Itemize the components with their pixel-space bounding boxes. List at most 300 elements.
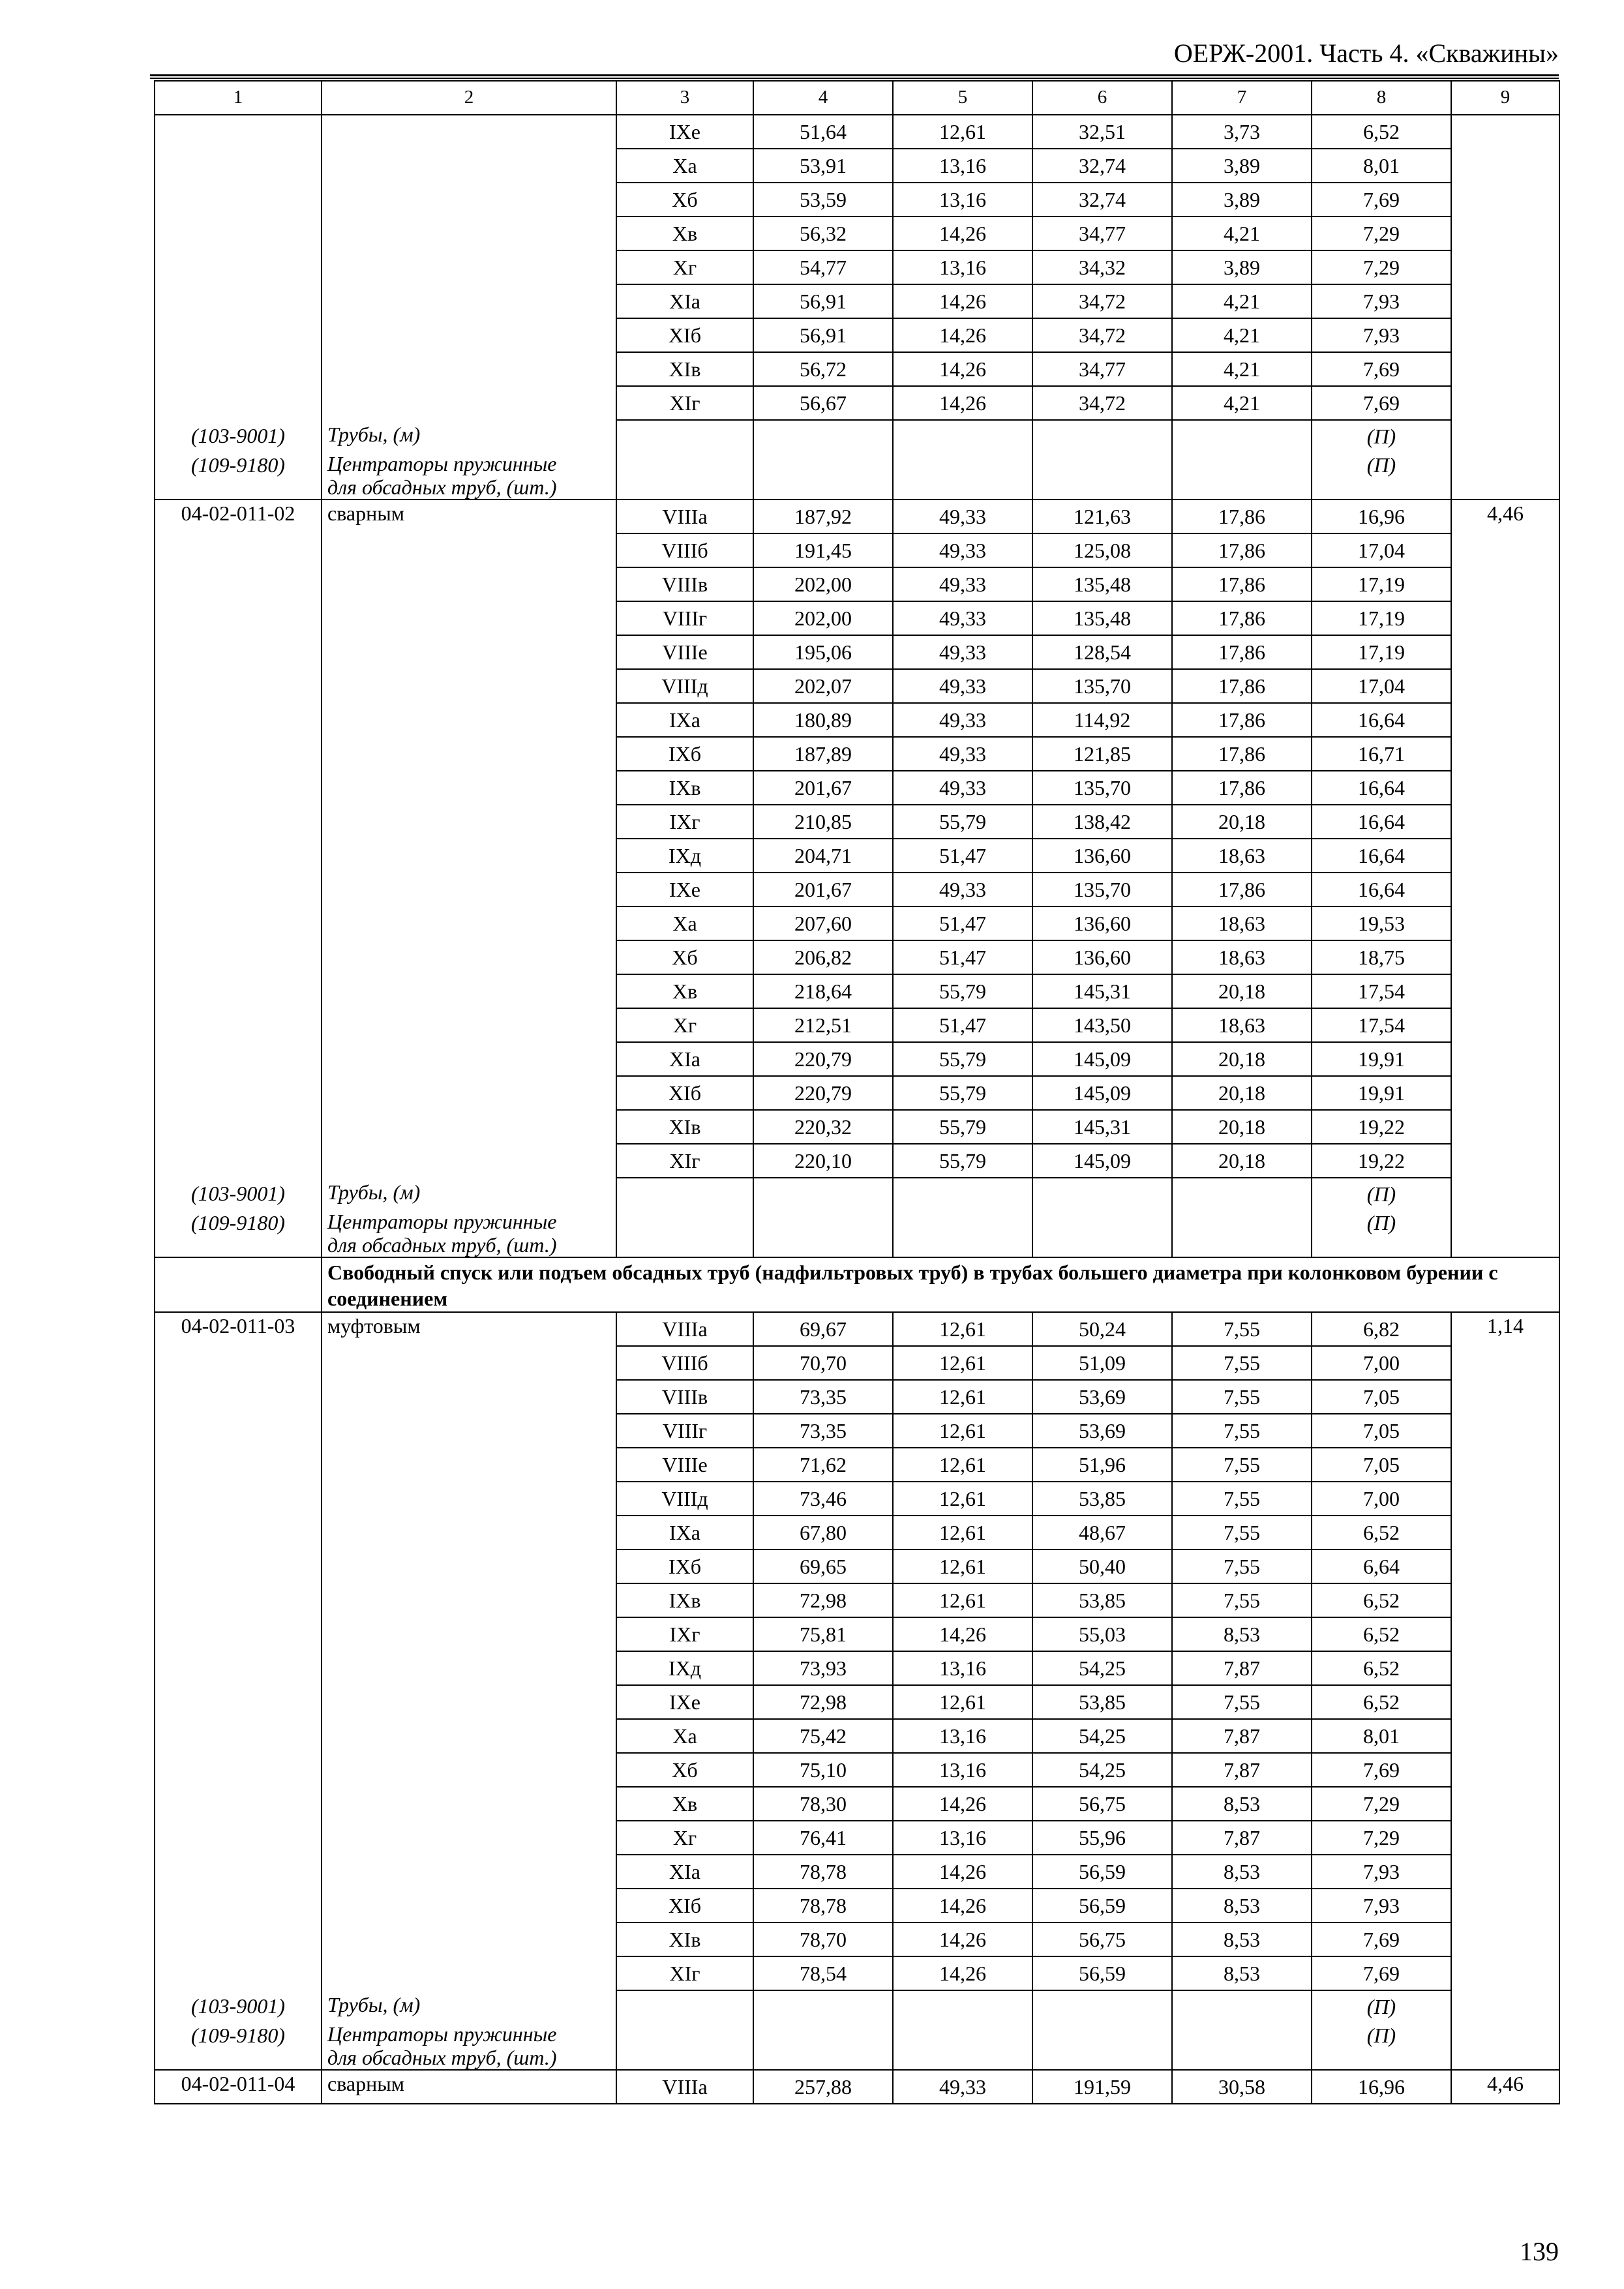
value-cell: 136,60: [1032, 839, 1172, 873]
material-value: (П): [1312, 1178, 1451, 1207]
value-cell: 53,85: [1032, 1583, 1172, 1617]
value-cell: 18,63: [1172, 1008, 1312, 1042]
value-cell: 13,16: [893, 1719, 1032, 1753]
value-cell: 7,00: [1312, 1482, 1451, 1516]
value-cell: 17,86: [1172, 601, 1312, 635]
soil-group: Xa: [616, 149, 753, 183]
value-cell: 220,10: [753, 1144, 893, 1178]
value-cell: 7,93: [1312, 1855, 1451, 1889]
value-cell: 49,33: [893, 737, 1032, 771]
value-cell: 128,54: [1032, 635, 1172, 669]
value-cell: 53,85: [1032, 1482, 1172, 1516]
value-cell: 69,67: [753, 1312, 893, 1346]
value-cell: 34,32: [1032, 250, 1172, 284]
soil-group: Xг: [616, 1821, 753, 1855]
value-cell: 180,89: [753, 703, 893, 737]
value-cell: 8,53: [1172, 1889, 1312, 1922]
value-cell: 51,64: [753, 115, 893, 149]
soil-group: IXв: [616, 771, 753, 805]
soil-group: IXe: [616, 115, 753, 149]
empty-cell: [1172, 449, 1312, 500]
norm-name: муфтовым: [322, 1312, 616, 1990]
value-cell: 16,64: [1312, 771, 1451, 805]
value-cell: 73,35: [753, 1414, 893, 1448]
column-number: 8: [1312, 81, 1451, 115]
value-cell: 20,18: [1172, 805, 1312, 839]
value-cell: 55,03: [1032, 1617, 1172, 1651]
material-name-text: Трубы, (м): [327, 1180, 421, 1204]
value-cell: 73,93: [753, 1651, 893, 1685]
value-cell: 17,86: [1172, 533, 1312, 567]
soil-group: Xб: [616, 1753, 753, 1787]
material-row: [155, 420, 1559, 449]
value-cell: 3,89: [1172, 183, 1312, 217]
value-cell: 20,18: [1172, 1076, 1312, 1110]
value-cell: 53,69: [1032, 1414, 1172, 1448]
value-cell: 202,00: [753, 567, 893, 601]
column-number: 7: [1172, 81, 1312, 115]
value-cell: 7,69: [1312, 1922, 1451, 1956]
value-cell: 145,31: [1032, 974, 1172, 1008]
value-cell: 17,86: [1172, 669, 1312, 703]
value-cell: 49,33: [893, 567, 1032, 601]
material-name-line: для обсадных труб, (шт.): [327, 2046, 557, 2069]
value-cell: 13,16: [893, 149, 1032, 183]
soil-group: XIг: [616, 386, 753, 420]
value-cell: 125,08: [1032, 533, 1172, 567]
value-cell: 4,21: [1172, 352, 1312, 386]
value-cell: 7,93: [1312, 1889, 1451, 1922]
soil-group: IXг: [616, 1617, 753, 1651]
empty-cell: [616, 1207, 753, 1257]
soil-group: VIIIa: [616, 1312, 753, 1346]
value-cell: 19,53: [1312, 906, 1451, 940]
empty-cell: [1172, 2020, 1312, 2070]
value-cell: 16,64: [1312, 703, 1451, 737]
material-value: (П): [1312, 1207, 1451, 1257]
material-name-line: Центраторы пружинные: [327, 452, 557, 475]
value-cell: 7,69: [1312, 386, 1451, 420]
value-cell: 6,82: [1312, 1312, 1451, 1346]
value-cell: 56,59: [1032, 1855, 1172, 1889]
norm-code: 04-02-011-03: [155, 1312, 322, 1990]
material-row: [155, 1207, 1559, 1257]
soil-group: VIIIв: [616, 567, 753, 601]
empty-cell: [1172, 1990, 1312, 2020]
value-cell: 7,55: [1172, 1448, 1312, 1482]
value-cell: 14,26: [893, 1855, 1032, 1889]
value-cell: 17,19: [1312, 635, 1451, 669]
value-cell: 7,69: [1312, 1753, 1451, 1787]
soil-group: Xa: [616, 906, 753, 940]
value-cell: 34,72: [1032, 386, 1172, 420]
value-cell: 7,00: [1312, 1346, 1451, 1380]
column-number-row: [155, 81, 1559, 115]
value-cell: 7,29: [1312, 1787, 1451, 1821]
material-row: [155, 1990, 1559, 2020]
value-cell: 55,96: [1032, 1821, 1172, 1855]
value-cell: 53,69: [1032, 1380, 1172, 1414]
value-cell: 6,52: [1312, 1617, 1451, 1651]
value-cell: 54,77: [753, 250, 893, 284]
soil-group: VIIIг: [616, 1414, 753, 1448]
value-cell: 17,19: [1312, 601, 1451, 635]
value-cell: 55,79: [893, 1042, 1032, 1076]
value-cell: 12,61: [893, 1583, 1032, 1617]
soil-group: XIa: [616, 284, 753, 318]
value-cell: 3,73: [1172, 115, 1312, 149]
column-number: 9: [1451, 81, 1559, 115]
empty-cell: [893, 2020, 1032, 2070]
soil-group: XIa: [616, 1855, 753, 1889]
value-cell: 210,85: [753, 805, 893, 839]
value-cell: 6,52: [1312, 1651, 1451, 1685]
value-cell: 14,26: [893, 1787, 1032, 1821]
section-title-row: [155, 1257, 1559, 1312]
material-value: (П): [1312, 449, 1451, 500]
empty-cell: [753, 1207, 893, 1257]
value-cell: 135,70: [1032, 873, 1172, 906]
material-row: [155, 449, 1559, 500]
value-cell: 51,09: [1032, 1346, 1172, 1380]
value-cell: 12,61: [893, 1414, 1032, 1448]
value-cell: 8,53: [1172, 1617, 1312, 1651]
value-cell: 18,63: [1172, 839, 1312, 873]
value-cell: 20,18: [1172, 1110, 1312, 1144]
value-cell: 12,61: [893, 1380, 1032, 1414]
empty-cell: [1032, 1207, 1172, 1257]
material-name: [322, 420, 616, 449]
value-cell: 49,33: [893, 601, 1032, 635]
soil-group: Xa: [616, 1719, 753, 1753]
value-cell: 49,33: [893, 771, 1032, 805]
value-cell: 16,64: [1312, 839, 1451, 873]
value-cell: 17,86: [1172, 567, 1312, 601]
soil-group: IXг: [616, 805, 753, 839]
value-cell: 6,64: [1312, 1549, 1451, 1583]
value-cell: 6,52: [1312, 1516, 1451, 1549]
value-cell: 78,78: [753, 1889, 893, 1922]
value-cell: 4,21: [1172, 386, 1312, 420]
column-number: 4: [753, 81, 893, 115]
value-cell: 56,91: [753, 318, 893, 352]
value-cell: 8,01: [1312, 1719, 1451, 1753]
value-cell: 12,61: [893, 1312, 1032, 1346]
soil-group: IXa: [616, 703, 753, 737]
value-cell: 18,75: [1312, 940, 1451, 974]
value-cell: 7,55: [1172, 1549, 1312, 1583]
value-cell: 7,93: [1312, 318, 1451, 352]
value-cell: 4,21: [1172, 217, 1312, 250]
value-cell: 54,25: [1032, 1651, 1172, 1685]
value-cell: 17,86: [1172, 500, 1312, 533]
value-cell: 7,05: [1312, 1448, 1451, 1482]
value-cell: 56,91: [753, 284, 893, 318]
value-cell: 257,88: [753, 2070, 893, 2104]
value-cell: 201,67: [753, 873, 893, 906]
norm-name: сварным: [322, 500, 616, 1178]
value-cell: 73,35: [753, 1380, 893, 1414]
value-cell: 16,96: [1312, 500, 1451, 533]
value-cell: 12,61: [893, 1516, 1032, 1549]
value-cell: 7,69: [1312, 1956, 1451, 1990]
header-rule-thin: [150, 78, 1559, 79]
value-cell: 30,58: [1172, 2070, 1312, 2104]
value-cell: 49,33: [893, 703, 1032, 737]
value-cell: 72,98: [753, 1685, 893, 1719]
value-cell: 195,06: [753, 635, 893, 669]
value-cell: 187,92: [753, 500, 893, 533]
value-cell: 8,53: [1172, 1787, 1312, 1821]
value-cell: 69,65: [753, 1549, 893, 1583]
soil-group: IXe: [616, 873, 753, 906]
material-row: [155, 2020, 1559, 2070]
value-cell: 17,04: [1312, 533, 1451, 567]
empty-cell: [753, 1990, 893, 2020]
material-name-line: Центраторы пружинные: [327, 1210, 557, 1233]
value-cell: 13,16: [893, 250, 1032, 284]
value-cell: 13,16: [893, 1651, 1032, 1685]
material-name-line: Центраторы пружинные: [327, 2022, 557, 2046]
col9-value: 4,46: [1451, 500, 1559, 1257]
soil-group: XIa: [616, 1042, 753, 1076]
value-cell: 220,79: [753, 1042, 893, 1076]
soil-group: VIIIд: [616, 1482, 753, 1516]
soil-group: IXб: [616, 737, 753, 771]
value-cell: 34,72: [1032, 284, 1172, 318]
value-cell: 49,33: [893, 533, 1032, 567]
table-row: [155, 115, 1559, 149]
value-cell: 17,54: [1312, 974, 1451, 1008]
value-cell: 136,60: [1032, 940, 1172, 974]
soil-group: IXд: [616, 839, 753, 873]
value-cell: 7,55: [1172, 1685, 1312, 1719]
column-number: 2: [322, 81, 616, 115]
value-cell: 8,01: [1312, 149, 1451, 183]
material-name: [322, 449, 616, 500]
soil-group: XIб: [616, 1076, 753, 1110]
empty-cell: [1172, 420, 1312, 449]
value-cell: 17,54: [1312, 1008, 1451, 1042]
column-number: 6: [1032, 81, 1172, 115]
value-cell: 14,26: [893, 284, 1032, 318]
value-cell: 7,55: [1172, 1380, 1312, 1414]
material-code: (103-9001): [155, 420, 322, 449]
soil-group: Xв: [616, 1787, 753, 1821]
value-cell: 12,61: [893, 1549, 1032, 1583]
value-cell: 7,05: [1312, 1414, 1451, 1448]
value-cell: 12,61: [893, 1448, 1032, 1482]
value-cell: 56,59: [1032, 1889, 1172, 1922]
material-code: (103-9001): [155, 1178, 322, 1207]
value-cell: 121,63: [1032, 500, 1172, 533]
norm-name: [322, 115, 616, 420]
soil-group: Xг: [616, 250, 753, 284]
soil-group: VIIIe: [616, 1448, 753, 1482]
value-cell: 56,67: [753, 386, 893, 420]
empty-cell: [753, 2020, 893, 2070]
value-cell: 51,47: [893, 940, 1032, 974]
value-cell: 76,41: [753, 1821, 893, 1855]
value-cell: 34,77: [1032, 352, 1172, 386]
value-cell: 7,55: [1172, 1583, 1312, 1617]
norm-name: сварным: [322, 2070, 616, 2104]
value-cell: 145,09: [1032, 1076, 1172, 1110]
value-cell: 32,74: [1032, 149, 1172, 183]
soil-group: VIIIд: [616, 669, 753, 703]
value-cell: 56,75: [1032, 1922, 1172, 1956]
empty-cell: [1032, 420, 1172, 449]
soil-group: IXe: [616, 1685, 753, 1719]
value-cell: 6,52: [1312, 1583, 1451, 1617]
value-cell: 49,33: [893, 500, 1032, 533]
soil-group: Xв: [616, 974, 753, 1008]
value-cell: 16,71: [1312, 737, 1451, 771]
soil-group: Xв: [616, 217, 753, 250]
value-cell: 20,18: [1172, 974, 1312, 1008]
value-cell: 78,30: [753, 1787, 893, 1821]
norm-code: 04-02-011-02: [155, 500, 322, 1178]
value-cell: 145,31: [1032, 1110, 1172, 1144]
norms-table: [154, 80, 1560, 2104]
value-cell: 191,59: [1032, 2070, 1172, 2104]
soil-group: XIв: [616, 1922, 753, 1956]
value-cell: 56,72: [753, 352, 893, 386]
value-cell: 14,26: [893, 1617, 1032, 1651]
value-cell: 70,70: [753, 1346, 893, 1380]
value-cell: 49,33: [893, 873, 1032, 906]
empty-cell: [753, 1178, 893, 1207]
value-cell: 204,71: [753, 839, 893, 873]
empty-cell: [616, 420, 753, 449]
value-cell: 72,98: [753, 1583, 893, 1617]
value-cell: 67,80: [753, 1516, 893, 1549]
value-cell: 12,61: [893, 115, 1032, 149]
value-cell: 16,96: [1312, 2070, 1451, 2104]
empty-cell: [1032, 1990, 1172, 2020]
material-code: (109-9180): [155, 2020, 322, 2070]
empty-cell: [1172, 1178, 1312, 1207]
value-cell: 32,74: [1032, 183, 1172, 217]
value-cell: 14,26: [893, 352, 1032, 386]
value-cell: 202,00: [753, 601, 893, 635]
norm-code: [155, 115, 322, 420]
value-cell: 212,51: [753, 1008, 893, 1042]
value-cell: 135,70: [1032, 771, 1172, 805]
material-name: [322, 1990, 616, 2020]
value-cell: 114,92: [1032, 703, 1172, 737]
value-cell: 34,77: [1032, 217, 1172, 250]
value-cell: 220,79: [753, 1076, 893, 1110]
value-cell: 53,85: [1032, 1685, 1172, 1719]
soil-group: VIIIб: [616, 533, 753, 567]
value-cell: 138,42: [1032, 805, 1172, 839]
value-cell: 78,78: [753, 1855, 893, 1889]
value-cell: 55,79: [893, 1076, 1032, 1110]
value-cell: 78,54: [753, 1956, 893, 1990]
empty-cell: [616, 1178, 753, 1207]
value-cell: 143,50: [1032, 1008, 1172, 1042]
value-cell: 12,61: [893, 1685, 1032, 1719]
value-cell: 7,29: [1312, 250, 1451, 284]
value-cell: 206,82: [753, 940, 893, 974]
value-cell: 48,67: [1032, 1516, 1172, 1549]
value-cell: 19,22: [1312, 1110, 1451, 1144]
col9-value: [1451, 115, 1559, 500]
value-cell: 55,79: [893, 805, 1032, 839]
value-cell: 7,69: [1312, 352, 1451, 386]
value-cell: 14,26: [893, 386, 1032, 420]
material-name-line: для обсадных труб, (шт.): [327, 475, 557, 499]
value-cell: 19,91: [1312, 1042, 1451, 1076]
value-cell: 14,26: [893, 1956, 1032, 1990]
value-cell: 14,26: [893, 1922, 1032, 1956]
column-number: 1: [155, 81, 322, 115]
value-cell: 20,18: [1172, 1042, 1312, 1076]
empty-cell: [753, 420, 893, 449]
material-name: [322, 2020, 616, 2070]
value-cell: 7,69: [1312, 183, 1451, 217]
soil-group: XIв: [616, 352, 753, 386]
value-cell: 13,16: [893, 1753, 1032, 1787]
value-cell: 51,96: [1032, 1448, 1172, 1482]
value-cell: 20,18: [1172, 1144, 1312, 1178]
value-cell: 56,32: [753, 217, 893, 250]
col9-value: 1,14: [1451, 1312, 1559, 2070]
value-cell: 73,46: [753, 1482, 893, 1516]
value-cell: 201,67: [753, 771, 893, 805]
value-cell: 121,85: [1032, 737, 1172, 771]
empty-cell: [616, 2020, 753, 2070]
value-cell: 7,55: [1172, 1516, 1312, 1549]
value-cell: 14,26: [893, 217, 1032, 250]
value-cell: 14,26: [893, 318, 1032, 352]
value-cell: 145,09: [1032, 1042, 1172, 1076]
value-cell: 6,52: [1312, 1685, 1451, 1719]
value-cell: 7,55: [1172, 1346, 1312, 1380]
value-cell: 54,25: [1032, 1719, 1172, 1753]
value-cell: 7,87: [1172, 1753, 1312, 1787]
soil-group: XIг: [616, 1956, 753, 1990]
value-cell: 51,47: [893, 906, 1032, 940]
soil-group: Xг: [616, 1008, 753, 1042]
value-cell: 75,42: [753, 1719, 893, 1753]
value-cell: 7,87: [1172, 1651, 1312, 1685]
material-value: (П): [1312, 420, 1451, 449]
value-cell: 3,89: [1172, 149, 1312, 183]
soil-group: IXб: [616, 1549, 753, 1583]
value-cell: 50,24: [1032, 1312, 1172, 1346]
value-cell: 7,55: [1172, 1482, 1312, 1516]
value-cell: 17,04: [1312, 669, 1451, 703]
value-cell: 71,62: [753, 1448, 893, 1482]
value-cell: 32,51: [1032, 115, 1172, 149]
value-cell: 18,63: [1172, 940, 1312, 974]
material-name-text: Трубы, (м): [327, 1993, 421, 2016]
empty-cell: [893, 420, 1032, 449]
value-cell: 8,53: [1172, 1922, 1312, 1956]
value-cell: 16,64: [1312, 805, 1451, 839]
soil-group: XIв: [616, 1110, 753, 1144]
material-code: (103-9001): [155, 1990, 322, 2020]
empty-cell: [893, 1207, 1032, 1257]
value-cell: 55,79: [893, 1144, 1032, 1178]
empty-cell: [1032, 449, 1172, 500]
soil-group: VIIIв: [616, 1380, 753, 1414]
value-cell: 7,87: [1172, 1719, 1312, 1753]
value-cell: 78,70: [753, 1922, 893, 1956]
value-cell: 145,09: [1032, 1144, 1172, 1178]
